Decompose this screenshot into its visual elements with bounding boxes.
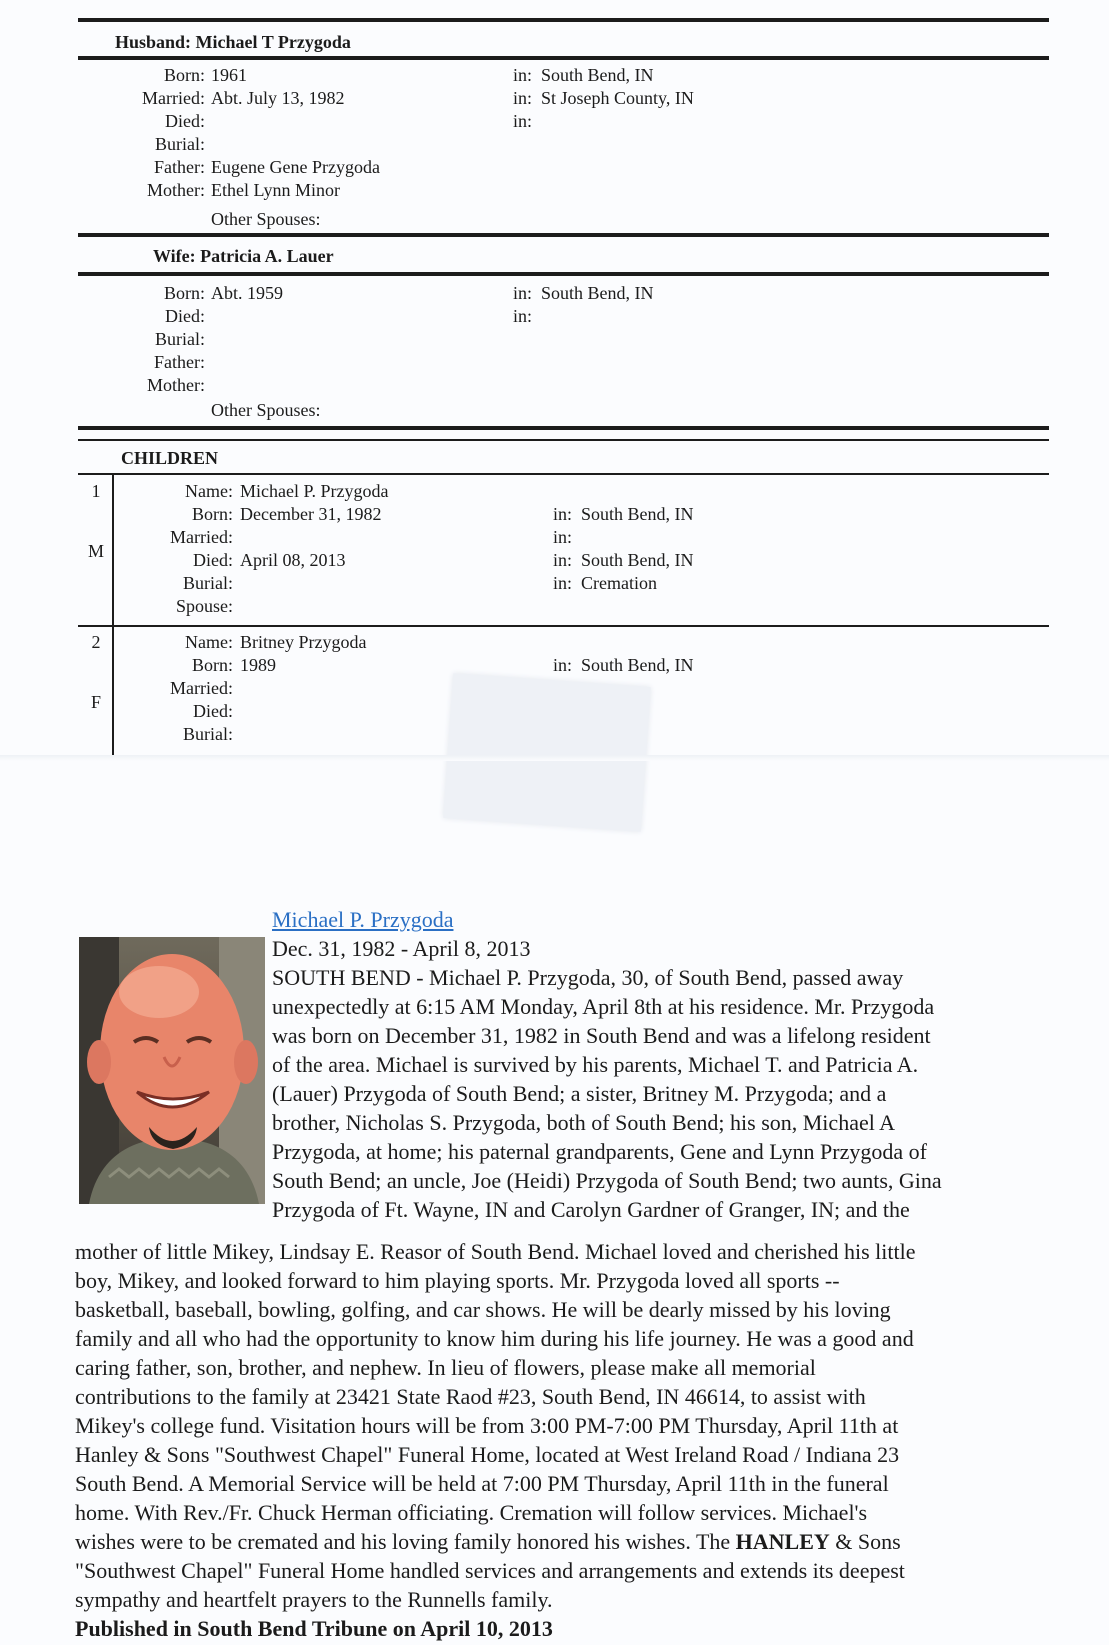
row-place: Cremation: [581, 573, 657, 593]
obituary-line: Hanley & Sons "Southwest Chapel" Funeral Home, located at West Ireland Road / Indiana 23: [75, 1442, 900, 1467]
row-value: Ethel Lynn Minor: [211, 180, 340, 200]
row-place: South Bend, IN: [541, 283, 654, 303]
obituary-bold-word: HANLEY: [735, 1529, 830, 1554]
wife-rule: [78, 272, 1049, 276]
obituary-line: of the area. Michael is survived by his parents, Michael T. and Patricia A.: [272, 1052, 919, 1077]
obituary-line: "Southwest Chapel" Funeral Home handled services and arrangements and extends its deepest: [75, 1558, 905, 1583]
row-in-label: in:: [553, 504, 573, 524]
row-label: Born:: [163, 283, 205, 303]
portrait-illustration: [79, 937, 265, 1204]
wife-top-rule: [78, 233, 1049, 237]
row-label: Born:: [191, 504, 233, 524]
row-label: Died:: [193, 550, 233, 570]
row-value: Britney Przygoda: [240, 632, 367, 652]
child-separator-rule: [78, 625, 1049, 627]
published-line: Published in South Bend Tribune on April 10, 2013: [75, 1616, 553, 1641]
obituary-line: mother of little Mikey, Lindsay E. Reasor of South Bend. Michael loved and cherished his little: [75, 1239, 916, 1264]
obituary-name-link[interactable]: Michael P. Przygoda: [272, 907, 454, 932]
row-value: Abt. July 13, 1982: [211, 88, 345, 108]
row-value: Eugene Gene Przygoda: [211, 157, 380, 177]
row-label: Married:: [142, 88, 205, 108]
row-label: Mother:: [147, 180, 205, 200]
row-in-label: in:: [513, 306, 533, 326]
husband-other-spouses: Other Spouses:: [211, 209, 321, 229]
row-label: Died:: [193, 701, 233, 721]
children-heading: CHILDREN: [121, 448, 219, 468]
deceased-photo: [79, 937, 265, 1204]
tape-patch: [443, 673, 651, 831]
row-place: St Joseph County, IN: [541, 88, 694, 108]
obituary-line: contributions to the family at 23421 State Raod #23, South Bend, IN 46614, to assist with: [75, 1384, 866, 1409]
obituary-line: home. With Rev./Fr. Chuck Herman officiating. Cremation will follow services. Michael's: [75, 1500, 868, 1525]
row-in-label: in:: [553, 655, 573, 675]
obituary-line: (Lauer) Przygoda of South Bend; a sister, Britney M. Przygoda; and a: [272, 1081, 887, 1106]
husband-heading-label: Husband:: [115, 32, 192, 52]
row-value: April 08, 2013: [240, 550, 346, 570]
row-label: Name:: [185, 632, 233, 652]
husband-heading: [115, 32, 351, 53]
row-place: South Bend, IN: [581, 504, 694, 524]
row-value: 1989: [240, 655, 276, 675]
row-in-label: in:: [513, 283, 533, 303]
wife-heading-label: Wife:: [153, 246, 196, 266]
husband-rule: [78, 56, 1049, 60]
row-label: Father:: [154, 352, 205, 372]
obituary-line: basketball, baseball, bowling, golfing, and car shows. He will be dearly missed by his loving: [75, 1297, 891, 1322]
children-header-rule: [78, 473, 1049, 475]
row-label: Died:: [165, 111, 205, 131]
obituary-line: Mikey's college fund. Visitation hours will be from 3:00 PM-7:00 PM Thursday, April 11th at: [75, 1413, 899, 1438]
obituary-bold-line: [75, 1527, 901, 1556]
row-label: Spouse:: [175, 596, 233, 616]
child-2-number: 2: [91, 632, 101, 652]
children-top-rule-2: [78, 439, 1049, 441]
obituary-line: Przygoda of Ft. Wayne, IN and Carolyn Gardner of Granger, IN; and the: [272, 1197, 910, 1222]
obituary-line: sympathy and heartfelt prayers to the Runnells family.: [75, 1587, 553, 1612]
paper-fold: [0, 755, 1109, 761]
obituary-bold-line-after: & Sons: [829, 1529, 901, 1554]
obituary-line: SOUTH BEND - Michael P. Przygoda, 30, of South Bend, passed away: [272, 965, 904, 990]
row-label: Burial:: [183, 724, 233, 744]
row-label: Burial:: [155, 134, 205, 154]
row-in-label: in:: [513, 88, 533, 108]
row-in-label: in:: [553, 573, 573, 593]
row-label: Burial:: [155, 329, 205, 349]
row-label: Burial:: [183, 573, 233, 593]
child-1-number: 1: [91, 481, 101, 501]
row-place: South Bend, IN: [541, 65, 654, 85]
row-value: 1961: [211, 65, 247, 85]
wife-heading: [153, 246, 334, 267]
row-label: Mother:: [147, 375, 205, 395]
row-in-label: in:: [553, 550, 573, 570]
row-place: South Bend, IN: [581, 550, 694, 570]
row-in-label: in:: [513, 65, 533, 85]
row-label: Father:: [154, 157, 205, 177]
wife-name: Patricia A. Lauer: [200, 246, 334, 266]
row-label: Married:: [170, 678, 233, 698]
row-in-label: in:: [513, 111, 533, 131]
row-label: Born:: [191, 655, 233, 675]
obituary-dates: Dec. 31, 1982 - April 8, 2013: [272, 936, 531, 961]
row-value: Abt. 1959: [211, 283, 283, 303]
obituary-line: was born on December 31, 1982 in South Bend and was a lifelong resident: [272, 1023, 931, 1048]
row-in-label: in:: [553, 527, 573, 547]
obituary-line: South Bend. A Memorial Service will be held at 7:00 PM Thursday, April 11th in the funeral: [75, 1471, 889, 1496]
child-2-sex: F: [90, 692, 101, 712]
top-rule: [78, 18, 1049, 22]
obituary-line: brother, Nicholas S. Przygoda, both of South Bend; his son, Michael A: [272, 1110, 896, 1135]
children-top-rule: [78, 426, 1049, 430]
row-value: December 31, 1982: [240, 504, 382, 524]
obituary-line: family and all who had the opportunity to know him during his life journey. He was a good and: [75, 1326, 914, 1351]
obituary-line: Przygoda, at home; his paternal grandparents, Gene and Lynn Przygoda of: [272, 1139, 927, 1164]
obituary-line: boy, Mikey, and looked forward to him playing sports. Mr. Przygoda loved all sports --: [75, 1268, 840, 1293]
row-label: Born:: [163, 65, 205, 85]
husband-name: Michael T Przygoda: [195, 32, 351, 52]
wife-other-spouses: Other Spouses:: [211, 400, 321, 420]
obituary-bold-line-before: wishes were to be cremated and his loving family honored his wishes. The: [75, 1529, 736, 1554]
child-1-sex: M: [87, 541, 104, 561]
row-label: Name:: [185, 481, 233, 501]
obituary-line: caring father, son, brother, and nephew. In lieu of flowers, please make all memorial: [75, 1355, 816, 1380]
obituary-line: unexpectedly at 6:15 AM Monday, April 8th at his residence. Mr. Przygoda: [272, 994, 935, 1019]
obituary-line: South Bend; an uncle, Joe (Heidi) Przygoda of South Bend; two aunts, Gina: [272, 1168, 942, 1193]
row-label: Died:: [165, 306, 205, 326]
row-label: Married:: [170, 527, 233, 547]
row-value: Michael P. Przygoda: [240, 481, 389, 501]
row-place: South Bend, IN: [581, 655, 694, 675]
